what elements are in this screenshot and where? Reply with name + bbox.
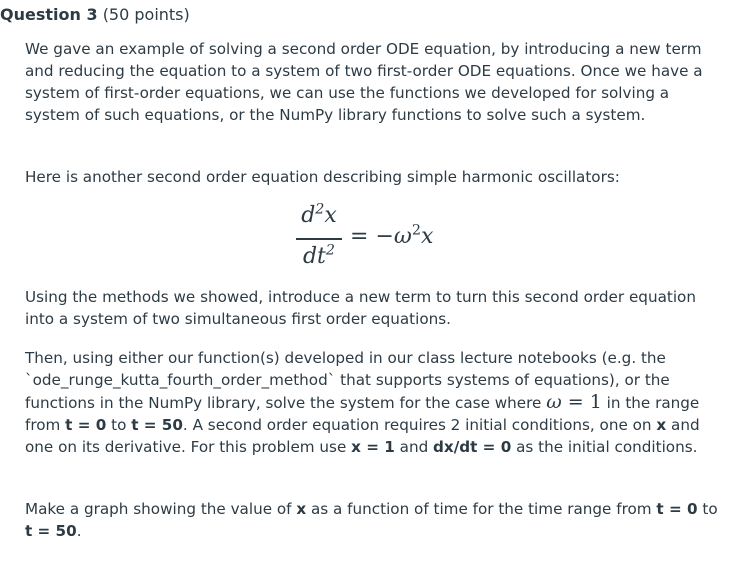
equation-intro-paragraph: Here is another second order equation describing simple harmonic oscillators: — [25, 168, 620, 186]
solve-paragraph: Then, using either our function(s) developed in our class lecture notebooks (e.g. the `ode_runge_kutta_fourth_order_method` that supports systems of equations), or the functions in the NumPy library, solve the system for the case where ω = 1 in the range from t = 0 to t = 50. A second order equation requires 2 initial conditions, one on x and one on its derivative. For this problem use x = 1 and dx/dt = 0 as the initial conditions. — [25, 349, 700, 456]
omega-condition: ω = 1 — [546, 391, 602, 413]
fraction-denominator: $dt^2$ — [302, 242, 336, 269]
fraction-numerator: $d^2x$ — [301, 201, 337, 228]
method-paragraph: Using the methods we showed, introduce a new term to turn this second order equation into a system of two simultaneous first order equations. — [25, 288, 696, 328]
question-title: Question 3 — [0, 5, 98, 24]
harmonic-oscillator-equation — [296, 200, 496, 280]
equation-right-side: = $-\omega^2x$ — [350, 222, 434, 249]
question-header — [0, 5, 190, 24]
graph-paragraph: Make a graph showing the value of x as a function of time for the time range from t = 0 to t = 50. — [25, 500, 718, 540]
question-points: (50 points) — [102, 5, 190, 24]
fraction-bar — [296, 238, 342, 240]
intro-paragraph: We gave an example of solving a second order ODE equation, by introducing a new term and reducing the equation to a system of two first-order ODE equations. Once we have a system of first-order equations, we can use the functions we developed for solving a system of such equations, or the NumPy library functions to solve such a system. — [25, 40, 703, 124]
